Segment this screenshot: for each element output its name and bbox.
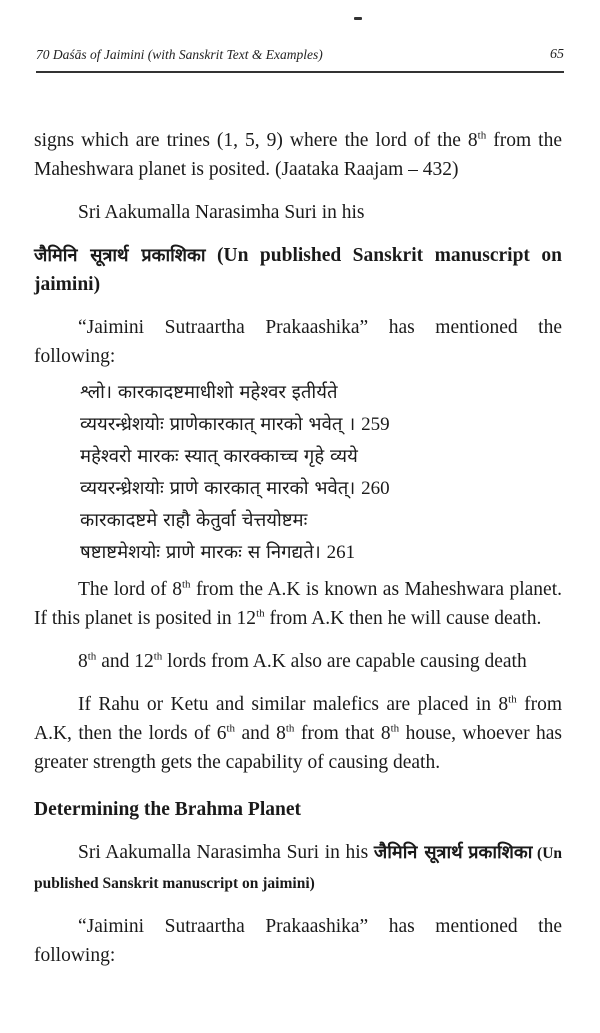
paragraph-mention: “Jaimini Sutraartha Prakaashika” has mentioned the following: xyxy=(34,317,562,367)
paragraph-continuation: signs which are trines (1, 5, 9) where the lord of the 8th from the Maheshwara planet is posited. (Jaataka Raajam – 432) xyxy=(34,129,562,180)
page-number: 65 xyxy=(550,47,564,62)
verse-line: व्ययरन्ध्रेशयोः प्राणे कारकात् मारको भवेत्। 260 xyxy=(80,478,390,499)
paragraph-brahma-intro: Sri Aakumalla Narasimha Suri in his जैमिनि सूत्रार्थ प्रकाशिका (Un published Sanskrit manuscript on jaimini) xyxy=(34,842,563,892)
title-note: (Un published Sanskrit manuscript on jaimini) xyxy=(34,845,563,892)
sanskrit-verse-block xyxy=(80,377,562,569)
verse-line: महेश्वरो मारकः स्यात् कारक्काच्च गृहे व्यये xyxy=(80,446,358,467)
paragraph-maheshwara: The lord of 8th from the A.K is known as Maheshwara planet. If this planet is posited in 12th from A.K then he will cause death. xyxy=(34,578,562,629)
sanskrit-title-cont: प्रकाशिका xyxy=(468,842,533,863)
paragraph-rahu-ketu: If Rahu or Ketu and similar malefics are placed in 8th from A.K, then the lords of 6th and 8th from that 8th house, whoever has greater strength gets the capability of causing death. xyxy=(34,693,563,773)
verse-number: 259 xyxy=(361,414,390,435)
header-rule xyxy=(36,71,564,73)
print-mark xyxy=(354,17,362,20)
verse-line: व्ययरन्ध्रेशयोः प्राणेकारकात् मारको भवेत् । 259 xyxy=(80,414,390,435)
paragraph-mention-2: “Jaimini Sutraartha Prakaashika” has mentioned the following: xyxy=(34,916,562,966)
sanskrit-title: जैमिनि सूत्रार्थ प्रकाशिका xyxy=(34,245,206,266)
paragraph-title-ref xyxy=(34,241,562,299)
sanskrit-title: जैमिनि सूत्रार्थ xyxy=(373,842,463,863)
paragraph-lords: 8th and 12th lords from A.K also are capable causing death xyxy=(78,650,527,672)
section-heading: Determining the Brahma Planet xyxy=(34,799,302,820)
verse-number: 261 xyxy=(326,542,356,563)
page-body xyxy=(34,126,562,970)
verse-number: 260 xyxy=(361,478,390,499)
running-head: 70 Daśās of Jaimini (with Sanskrit Text & Examples) xyxy=(36,47,323,62)
verse-line: षष्टाष्टमेशयोः प्राणे मारकः स निगद्यते। 261 xyxy=(80,542,356,563)
verse-line: कारकादष्टमे राहौ केतुर्वा चेत्तयोष्टमः xyxy=(80,510,308,531)
title-note: (Un published Sanskrit manuscript on jaimini) xyxy=(34,245,562,295)
verse-line: श्लो। कारकादष्टमाधीशो महेश्वर इतीर्यते xyxy=(80,382,338,403)
paragraph-intro: Sri Aakumalla Narasimha Suri in his xyxy=(78,202,365,223)
